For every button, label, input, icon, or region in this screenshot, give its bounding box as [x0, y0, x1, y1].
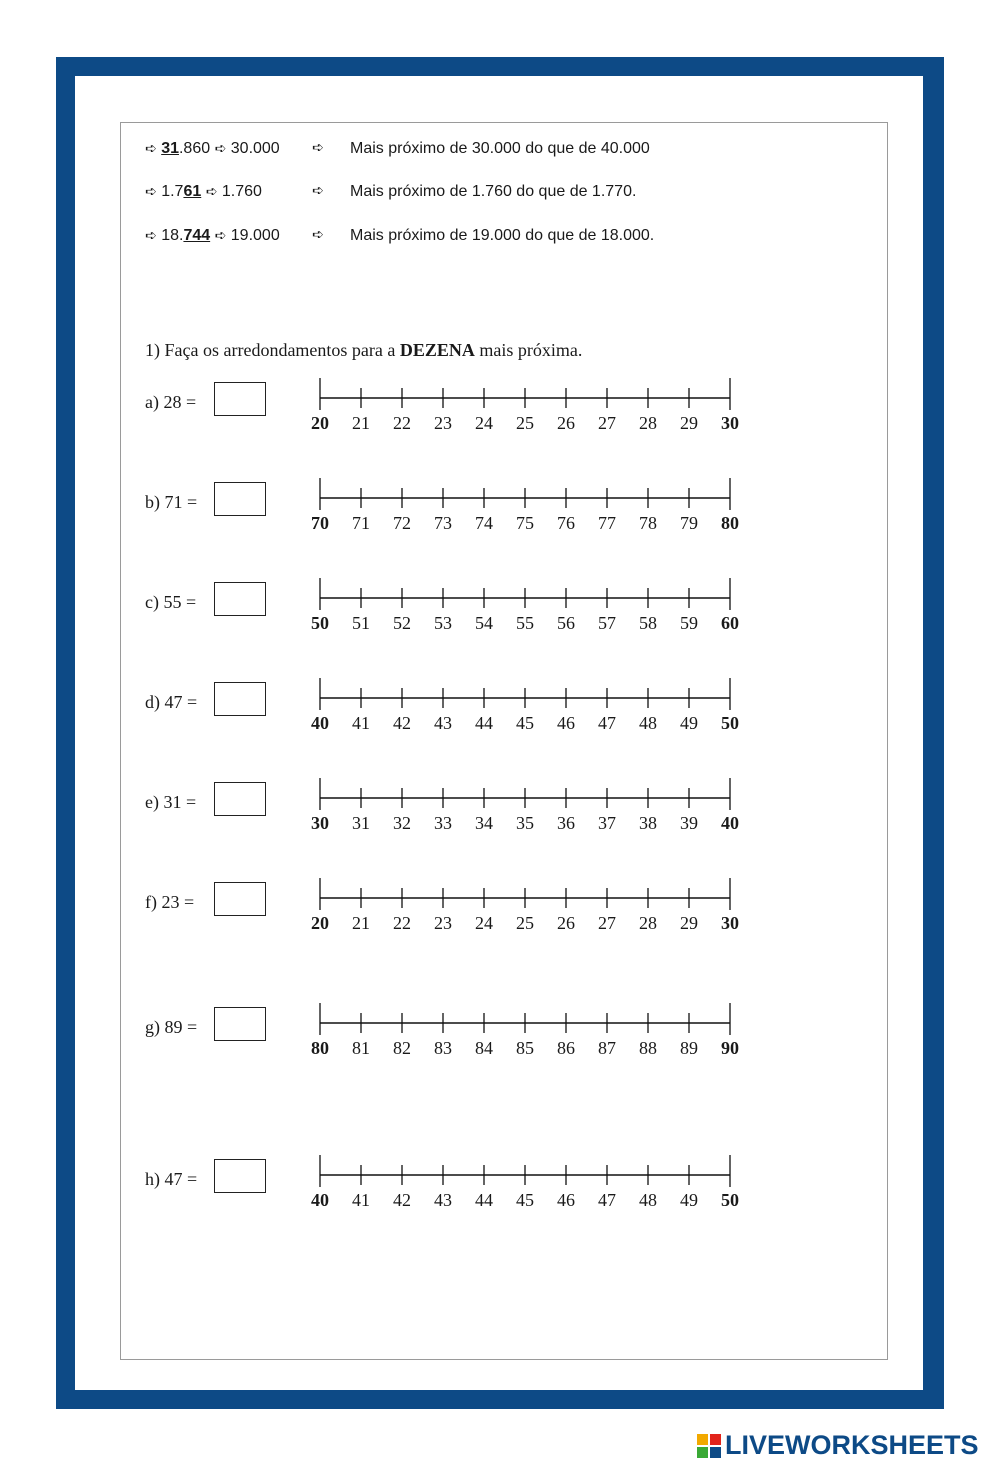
number-line-label: 31: [352, 813, 370, 833]
number-line-label: 58: [639, 613, 657, 633]
number-line-label: 28: [639, 913, 657, 933]
number-line: [300, 1001, 770, 1071]
number-line-label: 26: [557, 913, 575, 933]
question-heading: 1) Faça os arredondamentos para a DEZENA mais próxima.: [145, 340, 583, 360]
number-line-label: 73: [434, 513, 452, 533]
number-line: [300, 376, 770, 446]
number-line-label: 53: [434, 613, 452, 633]
answer-box[interactable]: [214, 382, 266, 416]
number-line-label: 80: [721, 513, 739, 533]
number-line-label: 85: [516, 1038, 534, 1058]
number-line-label: 20: [311, 913, 329, 933]
answer-box[interactable]: [214, 582, 266, 616]
number-line-label: 41: [352, 713, 370, 733]
number-line-label: 33: [434, 813, 452, 833]
number-line-label: 43: [434, 713, 452, 733]
answer-box[interactable]: [214, 1159, 266, 1193]
answer-box[interactable]: [214, 1007, 266, 1041]
item-label: c) 55 =: [145, 592, 197, 612]
number-line-label: 30: [721, 913, 739, 933]
number-line-label: 20: [311, 413, 329, 433]
number-line-label: 50: [311, 613, 329, 633]
number-line-label: 36: [557, 813, 575, 833]
number-line-label: 79: [680, 513, 698, 533]
number-line-label: 86: [557, 1038, 575, 1058]
number-line: [300, 1153, 770, 1223]
number-line-label: 27: [598, 913, 616, 933]
number-line-label: 87: [598, 1038, 616, 1058]
number-line-label: 49: [680, 1190, 698, 1210]
number-line-label: 41: [352, 1190, 370, 1210]
number-line: [300, 776, 770, 846]
number-line-label: 46: [557, 713, 575, 733]
number-line-label: 51: [352, 613, 370, 633]
number-line-label: 47: [598, 1190, 616, 1210]
number-line-label: 27: [598, 413, 616, 433]
number-line-label: 70: [311, 513, 329, 533]
number-line-label: 89: [680, 1038, 698, 1058]
number-line-label: 50: [721, 1190, 739, 1210]
number-line-label: 56: [557, 613, 575, 633]
arrow-icon: ➪: [312, 227, 324, 243]
arrow-icon: ➪: [312, 140, 324, 156]
number-line-label: 83: [434, 1038, 452, 1058]
number-line-label: 40: [721, 813, 739, 833]
number-line-label: 37: [598, 813, 616, 833]
number-line: [300, 476, 770, 546]
number-line-label: 80: [311, 1038, 329, 1058]
example-number: ➪ 1.761 ➪ 1.760: [145, 183, 262, 200]
number-line: [300, 676, 770, 746]
number-line-label: 77: [598, 513, 616, 533]
number-line-label: 24: [475, 413, 493, 433]
number-line-label: 30: [721, 413, 739, 433]
answer-box[interactable]: [214, 782, 266, 816]
item-label: f) 23 =: [145, 892, 195, 912]
number-line-label: 59: [680, 613, 698, 633]
number-line-label: 40: [311, 1190, 329, 1210]
number-line-label: 71: [352, 513, 370, 533]
number-line-label: 28: [639, 413, 657, 433]
number-line-label: 47: [598, 713, 616, 733]
number-line-label: 23: [434, 413, 452, 433]
number-line-label: 21: [352, 913, 370, 933]
number-line-label: 82: [393, 1038, 411, 1058]
number-line-label: 90: [721, 1038, 739, 1058]
arrow-icon: ➪: [145, 184, 157, 200]
arrow-icon: ➪: [312, 183, 324, 199]
example-text: Mais próximo de 1.760 do que de 1.770.: [350, 183, 637, 200]
number-line-label: 29: [680, 413, 698, 433]
number-line-label: 26: [557, 413, 575, 433]
number-line-label: 29: [680, 913, 698, 933]
number-line-label: 43: [434, 1190, 452, 1210]
item-label: d) 47 =: [145, 692, 198, 712]
number-line-label: 45: [516, 1190, 534, 1210]
number-line-label: 32: [393, 813, 411, 833]
arrow-icon: ➪: [145, 228, 157, 244]
number-line-label: 35: [516, 813, 534, 833]
number-line: [300, 576, 770, 646]
number-line-label: 23: [434, 913, 452, 933]
number-line-label: 55: [516, 613, 534, 633]
number-line-label: 48: [639, 713, 657, 733]
arrow-icon: ➪: [145, 141, 157, 157]
number-line-label: 38: [639, 813, 657, 833]
number-line-label: 81: [352, 1038, 370, 1058]
example-text: Mais próximo de 30.000 do que de 40.000: [350, 140, 650, 157]
item-label: b) 71 =: [145, 492, 198, 512]
number-line-label: 74: [475, 513, 493, 533]
number-line-label: 34: [475, 813, 493, 833]
number-line-label: 84: [475, 1038, 493, 1058]
number-line-label: 88: [639, 1038, 657, 1058]
number-line-label: 44: [475, 1190, 493, 1210]
number-line-label: 76: [557, 513, 575, 533]
number-line-label: 57: [598, 613, 616, 633]
answer-box[interactable]: [214, 682, 266, 716]
number-line-label: 44: [475, 713, 493, 733]
number-line-label: 75: [516, 513, 534, 533]
item-label: g) 89 =: [145, 1017, 198, 1037]
number-line-label: 21: [352, 413, 370, 433]
arrow-icon: ➪: [214, 228, 227, 244]
answer-box[interactable]: [214, 882, 266, 916]
number-line-label: 72: [393, 513, 411, 533]
number-line-label: 22: [393, 413, 411, 433]
number-line-label: 42: [393, 1190, 411, 1210]
number-line-label: 30: [311, 813, 329, 833]
liveworksheets-logo-icon: [697, 1434, 721, 1458]
number-line-label: 54: [475, 613, 493, 633]
number-line-label: 52: [393, 613, 411, 633]
answer-box[interactable]: [214, 482, 266, 516]
number-line-label: 25: [516, 913, 534, 933]
arrow-icon: ➪: [214, 141, 227, 157]
number-line-label: 24: [475, 913, 493, 933]
item-label: e) 31 =: [145, 792, 197, 812]
brand-name: LIVEWORKSHEETS: [725, 1430, 979, 1460]
number-line-label: 40: [311, 713, 329, 733]
number-line-label: 39: [680, 813, 698, 833]
number-line-label: 46: [557, 1190, 575, 1210]
example-number: ➪ 31.860 ➪ 30.000: [145, 140, 280, 157]
example-number: ➪ 18.744 ➪ 19.000: [145, 227, 280, 244]
number-line-label: 45: [516, 713, 534, 733]
number-line-label: 78: [639, 513, 657, 533]
number-line-label: 48: [639, 1190, 657, 1210]
number-line-label: 25: [516, 413, 534, 433]
number-line-label: 42: [393, 713, 411, 733]
example-text: Mais próximo de 19.000 do que de 18.000.: [350, 227, 655, 244]
arrow-icon: ➪: [205, 184, 218, 200]
number-line-label: 22: [393, 913, 411, 933]
item-label: h) 47 =: [145, 1169, 198, 1189]
number-line-label: 49: [680, 713, 698, 733]
item-label: a) 28 =: [145, 392, 197, 412]
number-line: [300, 876, 770, 946]
number-line-label: 60: [721, 613, 739, 633]
number-line-label: 50: [721, 713, 739, 733]
